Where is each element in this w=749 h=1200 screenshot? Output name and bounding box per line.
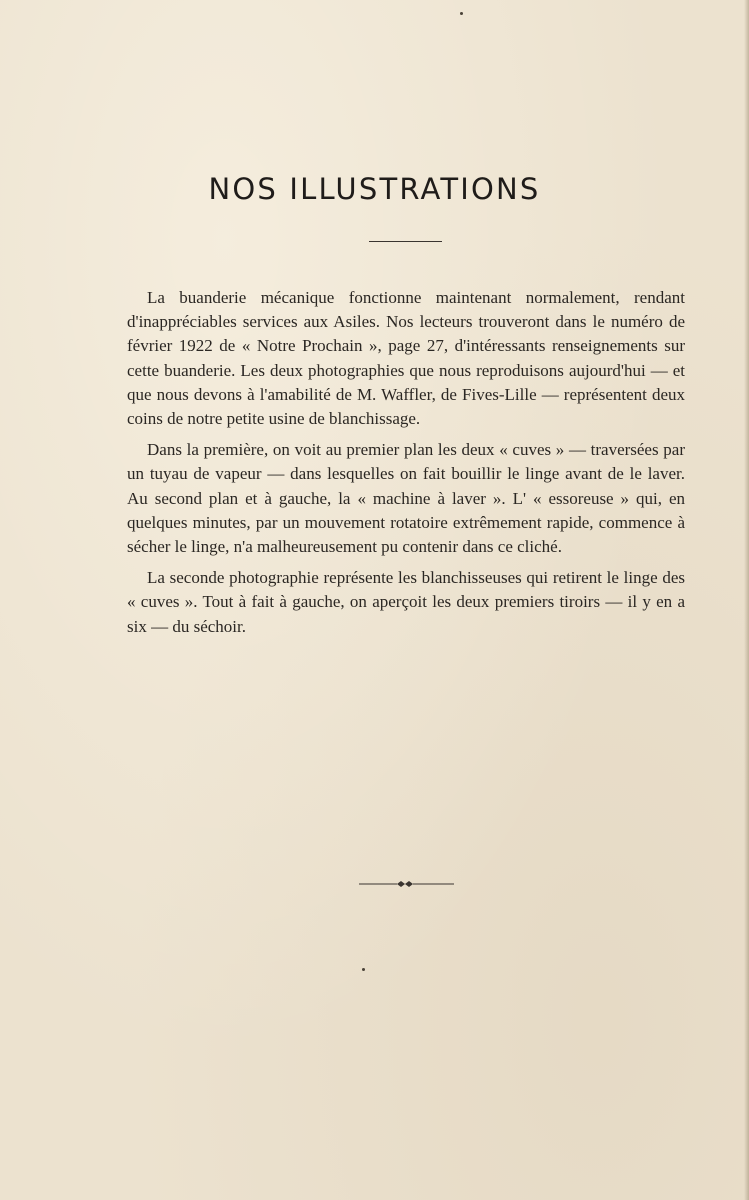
article-body [127,286,685,646]
page-title: NOS ILLUSTRATIONS [208,172,541,206]
end-ornament [359,878,454,890]
paragraph-3: La seconde photographie représente les blanchisseuses qui retirent le linge des « cuves ». Tout à fait à gauche, on aperçoit les deux premiers tiroirs — il y en a six — du séchoir. [127,568,685,636]
ink-speck [460,12,463,15]
paragraph-1: La buanderie mécanique fonctionne maintenant normalement, rendant d'inappréciables services aux Asiles. Nos lecteurs trouveront dans le numéro de février 1922 de « Notre Prochain », page 27, d'intéressants renseignements sur cette buanderie. Les deux photographies que nous reproduisons aujourd'hui — et que nous devons à l'amabilité de M. Waffler, de Fives-Lille — représentent deux coins de notre petite usine de blanchissage. [127,288,685,429]
title-divider [369,241,442,242]
ink-speck [362,968,365,971]
paragraph-2: Dans la première, on voit au premier plan les deux « cuves » — traversées par un tuyau de vapeur — dans lesquelles on fait bouillir le linge avant de le laver. Au second plan et à gauche, la « machine à laver ». L' « essoreuse » qui, en quelques minutes, par un mouvement rotatoire extrêmement rapide, commence à sécher le linge, n'a malheureusement pu contenir dans ce cliché. [127,440,685,557]
